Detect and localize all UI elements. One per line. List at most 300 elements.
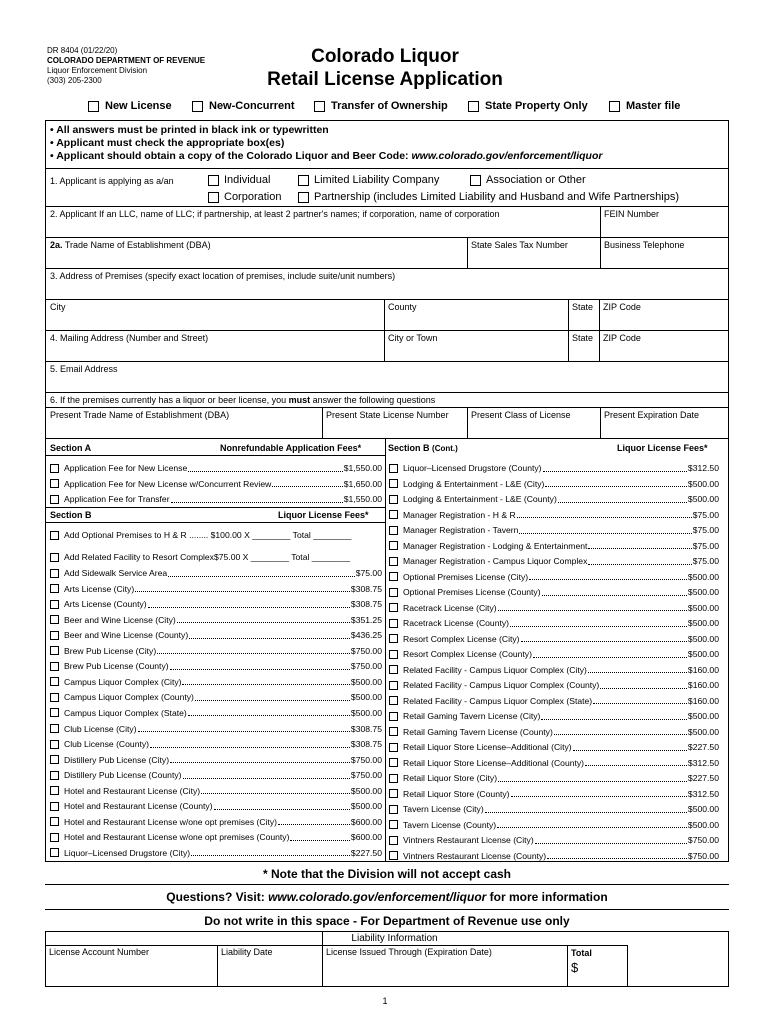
fee-row[interactable] [50, 846, 382, 860]
fee-amount: $500.00 [687, 804, 719, 814]
fee-row[interactable] [389, 802, 719, 816]
option-new-concurrent[interactable] [192, 100, 295, 112]
dot-leader [533, 651, 687, 658]
fee-row[interactable] [389, 647, 719, 661]
fee-name: Add Related Facility to Resort Complex$75.00 X ________ Total ________ [64, 552, 351, 562]
fee-name: Hotel and Restaurant License (City) [64, 785, 201, 796]
checkbox[interactable] [389, 526, 398, 535]
fee-row[interactable] [389, 725, 719, 739]
fee-amount: $500.00 [687, 649, 719, 659]
checkbox[interactable] [50, 693, 59, 702]
premises-address-input[interactable] [46, 283, 728, 298]
instruction-item: • All answers must be printed in black ink or typewritten [50, 124, 329, 136]
fee-name: Club License (City) [64, 723, 137, 734]
fee-amount: $500.00 [350, 801, 382, 812]
checkbox[interactable] [389, 572, 398, 581]
dot-leader [168, 570, 355, 577]
checkbox[interactable] [50, 786, 59, 795]
business-phone-label: Business Telephone [604, 240, 685, 250]
mailing-zip-label: ZIP Code [603, 333, 641, 343]
fee-row[interactable] [389, 616, 719, 630]
checkbox[interactable] [50, 584, 59, 593]
title-line-1: Colorado Liquor [311, 46, 459, 67]
fee-amount: $500.00 [687, 711, 719, 721]
fee-amount: $436.25 [350, 630, 382, 641]
option-label: Master file [626, 100, 681, 112]
application-type-row [0, 100, 770, 116]
checkbox[interactable] [389, 557, 398, 566]
checkbox[interactable] [389, 541, 398, 550]
checkbox[interactable] [389, 510, 398, 519]
fee-amount: $500.00 [350, 707, 382, 718]
dot-leader [593, 697, 687, 704]
sales-tax-label: State Sales Tax Number [471, 240, 568, 250]
checkbox[interactable] [50, 553, 59, 562]
email-input[interactable] [46, 376, 728, 391]
checkbox[interactable] [208, 192, 219, 203]
city-label: City [50, 302, 66, 312]
dot-leader [214, 803, 350, 810]
fee-amount: $750.00 [350, 770, 382, 781]
section-a-fee-title: Nonrefundable Application Fees* [220, 443, 362, 453]
checkbox[interactable] [389, 619, 398, 628]
checkbox[interactable] [50, 833, 59, 842]
present-expiration-label: Present Expiration Date [604, 410, 700, 420]
fee-row[interactable] [389, 492, 719, 506]
checkbox[interactable] [470, 175, 481, 186]
checkbox[interactable] [389, 712, 398, 721]
fee-name: Campus Liquor Complex (State) [64, 707, 187, 718]
fee-amount: $75.00 [692, 525, 719, 535]
fee-amount: $351.25 [350, 614, 382, 625]
fee-row[interactable] [389, 601, 719, 615]
dot-leader [558, 496, 687, 503]
checkbox[interactable] [389, 836, 398, 845]
questions-link[interactable]: www.colorado.gov/enforcement/liquor [268, 890, 487, 904]
q4-label: 4. Mailing Address (Number and Street) [50, 333, 209, 343]
fee-amount: $1,650.00 [343, 478, 382, 489]
fee-name: Retail Gaming Tavern License (City) [403, 711, 541, 721]
fee-row[interactable] [389, 663, 719, 677]
fee-name: Manager Registration - Campus Liquor Complex [403, 556, 588, 566]
option-label: State Property Only [485, 100, 588, 112]
checkbox[interactable] [389, 588, 398, 597]
issued-through-label: License Issued Through (Expiration Date) [326, 947, 492, 957]
fee-amount: $500.00 [350, 785, 382, 796]
total-dollar-sign: $ [571, 960, 579, 975]
fee-row[interactable] [389, 461, 719, 475]
checkbox[interactable] [389, 820, 398, 829]
dot-leader [588, 666, 687, 673]
fee-row[interactable] [50, 768, 382, 782]
checkbox[interactable] [192, 101, 203, 112]
instruction-item: • Applicant must check the appropriate box(es) [50, 137, 285, 149]
checkbox[interactable] [389, 743, 398, 752]
fee-row[interactable] [389, 709, 719, 723]
checkbox[interactable] [50, 755, 59, 764]
fee-row[interactable] [389, 833, 719, 847]
fee-amount: $1,550.00 [343, 463, 382, 473]
fee-amount: $600.00 [350, 832, 382, 843]
dot-leader [189, 632, 350, 639]
checkbox[interactable] [389, 727, 398, 736]
mailing-state-label: State [572, 333, 594, 343]
fee-name: Hotel and Restaurant License w/one opt premises (County) [64, 832, 290, 843]
dot-leader [177, 616, 350, 623]
option-label: Association or Other [486, 174, 586, 186]
present-trade-label: Present Trade Name of Establishment (DBA) [50, 410, 230, 420]
division-name: Liquor Enforcement Division [47, 66, 148, 75]
dot-leader [188, 709, 350, 716]
fee-name: Brew Pub License (County) [64, 661, 169, 672]
fee-row[interactable] [389, 756, 719, 770]
dot-leader [542, 589, 687, 596]
fee-name: Retail Gaming Tavern License (County) [403, 726, 553, 737]
checkbox[interactable] [389, 696, 398, 705]
fee-name: Manager Registration - Lodging & Entertainment [403, 540, 588, 551]
checkbox[interactable] [50, 646, 59, 655]
fee-name: Hotel and Restaurant License (County) [64, 801, 213, 812]
fee-name: Optional Premises License (County) [403, 587, 541, 597]
dot-leader [183, 772, 350, 779]
title-line-2: Retail License Application [267, 69, 503, 90]
fee-name: Racetrack License (City) [403, 602, 497, 613]
fee-amount: $227.50 [350, 847, 382, 858]
option-master-file[interactable] [609, 100, 680, 112]
fee-name: Brew Pub License (City) [64, 645, 157, 656]
fee-amount: $500.00 [350, 692, 382, 703]
checkbox[interactable] [50, 802, 59, 811]
checkbox[interactable] [50, 531, 59, 540]
dot-leader [541, 713, 687, 720]
fee-row[interactable] [50, 737, 382, 751]
dot-leader [545, 480, 687, 487]
liability-info-label: Liability Information [351, 933, 438, 944]
fee-name: Related Facility - Campus Liquor Complex (State) [403, 695, 593, 706]
option-label: New License [105, 100, 172, 112]
checkbox[interactable] [389, 650, 398, 659]
fee-row[interactable] [50, 830, 382, 844]
fee-row[interactable] [50, 597, 382, 611]
fee-name: Beer and Wine License (City) [64, 614, 176, 625]
checkbox[interactable] [389, 774, 398, 783]
instruction-item: • Applicant should obtain a copy of the Colorado Liquor and Beer Code: www.colorado.gov/enforcement/liquor [50, 150, 603, 162]
dot-leader [588, 558, 691, 565]
fee-row[interactable] [50, 815, 382, 829]
dot-leader [135, 585, 350, 592]
checkbox[interactable] [468, 101, 479, 112]
fee-amount: $227.50 [687, 773, 719, 783]
checkbox[interactable] [50, 817, 59, 826]
present-class-label: Present Class of License [471, 410, 571, 420]
fee-row[interactable] [389, 585, 719, 599]
section-b-title: Section B [50, 510, 92, 520]
fee-row[interactable] [389, 849, 719, 863]
dot-leader [170, 663, 350, 670]
fee-name: Vintners Restaurant License (County) [403, 850, 547, 861]
dot-leader [157, 647, 350, 654]
checkbox[interactable] [298, 192, 309, 203]
fee-name: Vintners Restaurant License (City) [403, 835, 534, 845]
fee-amount: $1,550.00 [343, 494, 382, 504]
checkbox[interactable] [389, 665, 398, 674]
dot-leader [290, 834, 349, 841]
dot-leader [497, 821, 687, 828]
fee-row[interactable] [50, 690, 382, 704]
form-header-info [47, 46, 205, 86]
fee-row[interactable] [50, 799, 382, 813]
checkbox[interactable] [50, 495, 59, 504]
checkbox[interactable] [50, 677, 59, 686]
checkbox[interactable] [50, 771, 59, 780]
dot-leader [498, 775, 687, 782]
code-link[interactable]: www.colorado.gov/enforcement/liquor [411, 150, 603, 162]
dot-leader [150, 741, 350, 748]
checkbox[interactable] [50, 708, 59, 717]
fee-row[interactable] [50, 722, 382, 736]
fee-row[interactable] [389, 508, 719, 522]
fee-name: Retail Liquor Store License–Additional (City) [403, 742, 572, 752]
dot-leader [148, 601, 350, 608]
fee-row[interactable] [50, 461, 382, 475]
checkbox[interactable] [50, 479, 59, 488]
fee-row[interactable] [389, 678, 719, 692]
fee-row[interactable] [50, 582, 382, 596]
option-label: Corporation [224, 191, 282, 203]
dor-use-banner: Do not write in this space - For Department of Revenue use only [204, 914, 570, 928]
option-new-license[interactable] [88, 100, 172, 112]
fee-row[interactable] [50, 628, 382, 642]
checkbox[interactable] [389, 479, 398, 488]
checkbox[interactable] [389, 603, 398, 612]
fein-label: FEIN Number [604, 209, 660, 219]
dot-leader [188, 465, 343, 472]
county-label: County [388, 302, 417, 312]
fee-row[interactable] [389, 477, 719, 491]
fee-amount: $750.00 [350, 661, 382, 672]
option-llc[interactable] [298, 174, 439, 186]
fee-amount: $312.50 [687, 788, 719, 799]
option-association[interactable] [470, 174, 586, 186]
fee-amount: $312.50 [687, 463, 719, 473]
q2-label: 2. Applicant If an LLC, name of LLC; if partnership, at least 2 partner's names; if corporation, name of corporation [50, 209, 500, 219]
fee-name: Retail Liquor Store (City) [403, 773, 498, 783]
department-name: COLORADO DEPARTMENT OF REVENUE [47, 56, 206, 65]
applicant-name-input[interactable] [46, 221, 599, 236]
fee-name: Add Sidewalk Service Area [64, 568, 168, 578]
state-label: State [572, 302, 594, 312]
fee-amount: $75.00 [692, 509, 719, 520]
fee-row[interactable] [389, 818, 719, 832]
fee-name: Hotel and Restaurant License w/one opt premises (City) [64, 816, 278, 827]
checkbox[interactable] [298, 175, 309, 186]
fee-name: Application Fee for New License [64, 463, 188, 473]
fee-row[interactable] [50, 644, 382, 658]
fee-amount: $308.75 [350, 739, 382, 750]
checkbox[interactable] [389, 805, 398, 814]
zip-label: ZIP Code [603, 302, 641, 312]
fee-name: Distillery Pub License (County) [64, 770, 182, 781]
fee-row[interactable] [389, 632, 719, 646]
checkbox[interactable] [50, 740, 59, 749]
fee-amount: $500.00 [687, 587, 719, 597]
dot-leader [600, 682, 687, 689]
fee-row[interactable] [50, 706, 382, 720]
fee-row[interactable] [389, 554, 719, 568]
fee-name: Manager Registration - H & R [403, 509, 516, 520]
fee-amount: $750.00 [350, 754, 382, 765]
q6-label: 6. If the premises currently has a liquor or beer license, you must answer the following questions [50, 395, 436, 405]
option-partnership[interactable] [298, 191, 679, 203]
dot-leader [517, 511, 692, 518]
checkbox[interactable] [208, 175, 219, 186]
dot-leader [171, 496, 343, 503]
fee-name: Application Fee for New License w/Concurrent Review [64, 478, 272, 489]
dot-leader [510, 620, 687, 627]
checkbox[interactable] [50, 848, 59, 857]
fee-amount: $500.00 [687, 633, 719, 644]
dot-leader [182, 678, 349, 685]
dot-leader [521, 635, 687, 642]
section-b-cont-title: Section B (Cont.) [388, 443, 458, 453]
fee-amount: $160.00 [687, 664, 719, 675]
checkbox[interactable] [314, 101, 325, 112]
checkbox[interactable] [50, 569, 59, 578]
checkbox[interactable] [50, 615, 59, 624]
fee-row[interactable] [389, 539, 719, 553]
dot-leader [170, 756, 350, 763]
dot-leader [138, 725, 350, 732]
dot-leader [529, 573, 687, 580]
checkbox[interactable] [389, 681, 398, 690]
fee-amount: $308.75 [350, 599, 382, 610]
option-state-property[interactable] [468, 100, 588, 112]
fee-row[interactable] [50, 613, 382, 627]
checkbox[interactable] [389, 851, 398, 860]
option-transfer-ownership[interactable] [314, 100, 448, 112]
cash-note: * Note that the Division will not accept cash [262, 867, 512, 881]
checkbox[interactable] [389, 758, 398, 767]
fee-row[interactable] [389, 740, 719, 754]
fee-name: Beer and Wine License (County) [64, 630, 189, 641]
fein-input[interactable] [601, 221, 728, 236]
fee-row[interactable] [50, 675, 382, 689]
fee-row[interactable] [50, 753, 382, 767]
account-number-label: License Account Number [49, 947, 150, 957]
fee-name: Distillery Pub License (City) [64, 754, 170, 765]
dot-leader [498, 604, 687, 611]
fee-name: Application Fee for Transfer [64, 494, 170, 504]
dot-leader [585, 759, 687, 766]
fee-row[interactable] [389, 570, 719, 584]
q3-label: 3. Address of Premises (specify exact location of premises, include suite/unit numbers) [50, 271, 396, 281]
fee-amount: $312.50 [687, 757, 719, 768]
fee-name: Manager Registration - Tavern [403, 525, 519, 535]
fee-amount: $500.00 [687, 478, 719, 489]
fee-row[interactable] [389, 523, 719, 537]
dot-leader [554, 728, 687, 735]
option-corporation[interactable] [208, 191, 281, 203]
checkbox[interactable] [389, 634, 398, 643]
form-title [240, 45, 530, 91]
city-town-label: City or Town [388, 333, 438, 343]
fee-amount: $500.00 [350, 676, 382, 687]
checkbox[interactable] [50, 464, 59, 473]
checkbox[interactable] [389, 789, 398, 798]
checkbox[interactable] [50, 662, 59, 671]
option-label: Individual [224, 174, 271, 186]
q1-label: 1. Applicant is applying as a/an [50, 176, 174, 186]
total-label: Total [571, 948, 592, 958]
dot-leader [278, 818, 350, 825]
fee-amount: $500.00 [687, 494, 719, 504]
fee-row[interactable] [389, 771, 719, 785]
fee-amount: $750.00 [687, 835, 719, 845]
page-number: 1 [382, 996, 388, 1006]
fee-name: Campus Liquor Complex (County) [64, 692, 194, 703]
fee-row[interactable] [50, 566, 382, 580]
checkbox[interactable] [88, 101, 99, 112]
fee-name: Tavern License (City) [403, 804, 484, 814]
fee-amount: $750.00 [687, 850, 719, 861]
checkbox[interactable] [50, 631, 59, 640]
checkbox[interactable] [609, 101, 620, 112]
option-individual[interactable] [208, 174, 270, 186]
fee-name: Retail Liquor Store (County) [403, 788, 510, 799]
fee-row[interactable] [50, 492, 382, 506]
q5-label: 5. Email Address [50, 364, 118, 374]
fee-amount: $75.00 [355, 568, 382, 578]
option-label: Partnership (includes Limited Liability and Husband and Wife Partnerships) [314, 191, 680, 203]
fee-name: Related Facility - Campus Liquor Complex (City) [403, 664, 587, 675]
fee-amount: $160.00 [687, 680, 719, 690]
fee-row[interactable] [389, 694, 719, 708]
dot-leader [195, 694, 350, 701]
checkbox[interactable] [50, 600, 59, 609]
checkbox[interactable] [389, 495, 398, 504]
dot-leader [485, 806, 687, 813]
fee-name: Arts License (City) [64, 583, 135, 594]
fee-name: Related Facility - Campus Liquor Complex (County) [403, 680, 600, 690]
optional-premises-row[interactable] [50, 528, 382, 542]
checkbox[interactable] [50, 724, 59, 733]
fee-name: Liquor–Licensed Drugstore (County) [403, 463, 542, 473]
checkbox[interactable] [389, 464, 398, 473]
dot-leader [519, 527, 691, 534]
dot-leader [543, 465, 687, 472]
related-facility-row[interactable] [50, 550, 382, 564]
fee-name: Add Optional Premises to H & R ........ $100.00 X ________ Total ________ [64, 530, 352, 540]
fee-amount: $500.00 [687, 726, 719, 737]
fee-row[interactable] [50, 477, 382, 491]
q2a-label: 2a. Trade Name of Establishment (DBA) [50, 240, 211, 250]
fee-name: Tavern License (County) [403, 819, 497, 830]
fee-name: Lodging & Entertainment - L&E (County) [403, 494, 557, 504]
fee-name: Lodging & Entertainment - L&E (City) [403, 478, 545, 489]
fee-name: Liquor–Licensed Drugstore (City) [64, 847, 191, 858]
fee-row[interactable] [50, 659, 382, 673]
fee-amount: $600.00 [350, 816, 382, 827]
fee-name: Racetrack License (County) [403, 618, 510, 628]
fee-amount: $75.00 [692, 556, 719, 566]
dot-leader [191, 849, 350, 856]
division-phone: (303) 205-2300 [47, 76, 102, 85]
fee-amount: $75.00 [692, 540, 719, 551]
fee-row[interactable] [50, 784, 382, 798]
fee-row[interactable] [389, 787, 719, 801]
dot-leader [573, 744, 687, 751]
fee-amount: $308.75 [350, 723, 382, 734]
